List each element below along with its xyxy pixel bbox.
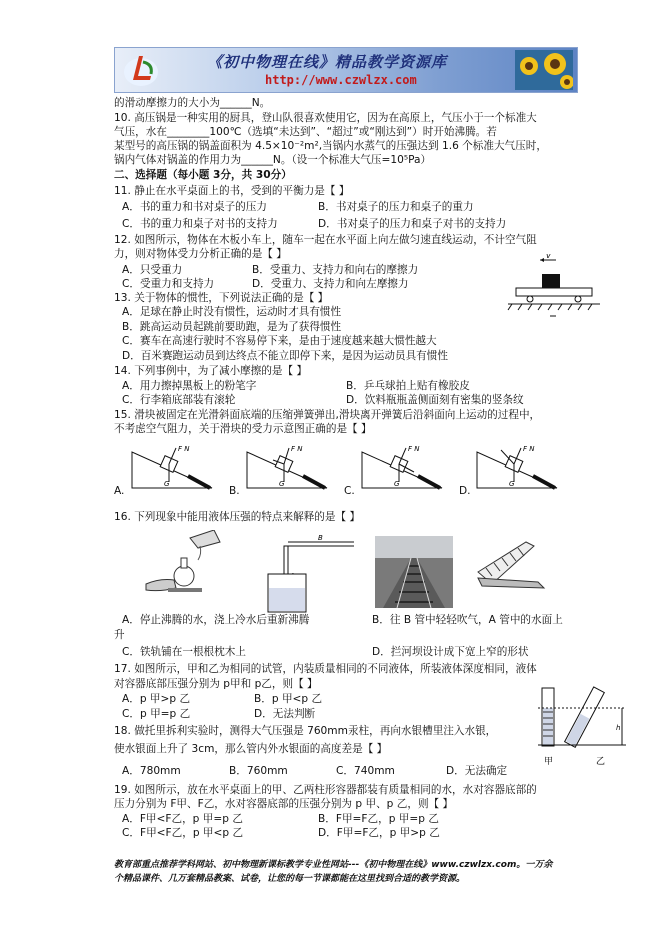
footer	[114, 858, 584, 886]
incline-b-diagram	[243, 442, 331, 492]
banner-title: 《初中物理在线》精品教学资源库	[207, 53, 448, 71]
q13-option-b: B．跳高运动员起跳前要助跑，是为了获得惯性	[122, 321, 342, 333]
force-g-label: G	[509, 480, 515, 488]
incline-c-diagram	[358, 442, 446, 492]
q19-option-a: A．F甲<F乙，p 甲=p 乙	[122, 813, 243, 825]
q15-stem-1: 15. 滑块被固定在光滑斜面底端的压缩弹簧弹出,滑块离开弹簧后沿斜面向上运动的过程中，	[114, 409, 541, 421]
tube-yi-label: 乙	[596, 757, 606, 767]
q15-option-b-label: B.	[229, 485, 240, 497]
q15-figures	[114, 438, 584, 500]
q16-option-c: C．铁轨铺在一根根枕木上	[122, 646, 246, 658]
q13-option-a: A．足球在静止时没有惯性，运动时才具有惯性	[122, 306, 342, 318]
q13-stem: 13. 关于物体的惯性，下列说法正确的是【 】	[114, 292, 329, 304]
incline-a-diagram	[128, 442, 216, 492]
q14-option-a: A．用力擦掉黑板上的粉笔字	[122, 380, 257, 392]
q16-option-b: B．往 B 管中轻轻吹气，A 管中的水面上	[372, 614, 563, 626]
q13-option-c: C．赛车在高速行驶时不容易停下来，是由于速度越来越大惯性越大	[122, 335, 437, 347]
header-banner	[114, 47, 578, 93]
q10-line1: 10. 高压锅是一种实用的厨具，登山队很喜欢使用它，因为在高原上，气压小于一个标准大	[114, 112, 537, 124]
q16-blow-tube-image	[262, 534, 358, 616]
q15-option-a-label: A.	[114, 485, 125, 497]
force-n-label: F N	[523, 445, 535, 453]
incline-d-diagram	[473, 442, 561, 492]
velocity-label: v	[546, 254, 551, 260]
tube-b-label: B	[318, 534, 323, 542]
q16-flask-pour-image	[140, 530, 232, 604]
q18-stem-2: 使水银面上升了 3cm，那么管内外水银面的高度差是【 】	[114, 743, 388, 755]
q12-stem-2: 力，则对物体受力分析正确的是【 】	[114, 248, 287, 260]
q11-option-a: A．书的重力和书对桌子的压力	[122, 201, 267, 213]
footer-line-1: 教育部重点推荐学科网站、初中物理新课标教学专业性网站---《初中物理在线》www.czwlzx.com。一万余	[114, 860, 553, 870]
q19-stem-2: 压力分别为 F甲、F乙，水对容器底部的压强分别为 p 甲、p 乙，则【 】	[114, 798, 454, 810]
q11-option-b: B．书对桌子的压力和桌子的重力	[318, 201, 474, 213]
q18-stem-1: 18. 做托里拆利实验时，测得大气压强是 760mm汞柱，再向水银槽里注入水银，	[114, 725, 497, 737]
q17-stem-1: 17. 如图所示，甲和乙为相同的试管，内装质量相同的不同液体，所装液体深度相同，液体	[114, 663, 537, 675]
q19-option-d: D．F甲=F乙，p 甲>p 乙	[318, 827, 440, 839]
q15-option-c-label: C.	[344, 485, 355, 497]
q10-line2: 气压，水在________100℃（选填“未达到”、“超过”或“刚达到”）时开始沸腾。若	[114, 126, 497, 138]
q12-option-d: D．受重力、支持力和向左摩擦力	[252, 278, 409, 290]
q11-option-d: D．书对桌子的压力和桌子对书的支持力	[318, 218, 507, 230]
q17-option-c: C．p 甲=p 乙	[122, 708, 191, 720]
q9-tail: 的滑动摩擦力的大小为______N。	[114, 97, 271, 109]
q12-option-b: B．受重力、支持力和向右的摩擦力	[252, 264, 419, 276]
q18-option-b: B．760mm	[229, 765, 288, 777]
q14-stem: 14. 下列事例中，为了减小摩擦的是【 】	[114, 365, 308, 377]
q16-stem: 16. 下列现象中能用液体压强的特点来解释的是【 】	[114, 511, 361, 523]
q16-option-d: D．拦河坝设计成下宽上窄的形状	[372, 646, 529, 658]
q18-option-d: D．无法确定	[446, 765, 508, 777]
q18-option-c: C．740mm	[336, 765, 395, 777]
q19-stem-1: 19. 如图所示，放在水平桌面上的甲、乙两柱形容器都装有质量相同的水，水对容器底部的	[114, 784, 537, 796]
q16-option-a: A．停止沸腾的水，浇上冷水后重新沸腾	[122, 614, 310, 626]
q10-line3: 某型号的高压锅的锅盖面积为 4.5×10⁻²m²,当锅内水蒸气的压强达到 1.6 个标准大气压时，	[114, 140, 547, 152]
force-g-label: G	[164, 480, 170, 488]
height-label: h	[616, 724, 621, 732]
banner-url[interactable]: http://www.czwlzx.com	[265, 73, 417, 87]
q19-option-b: B．F甲=F乙，p 甲=p 乙	[318, 813, 439, 825]
q15-option-d-label: D.	[459, 485, 471, 497]
q16-railway-photo	[375, 536, 453, 608]
q13-option-d: D．百米赛跑运动员到达终点不能立即停下来，是因为运动员具有惯性	[122, 350, 448, 362]
force-g-label: G	[394, 480, 400, 488]
q12-stem-1: 12. 如图所示，物体在木板小车上，随车一起在水平面上向左做匀速直线运动，不计空气阻	[114, 234, 537, 246]
q10-line4: 锅内气体对锅盖的作用力为______N。（设一个标准大气压=10⁵Pa）	[114, 154, 432, 166]
q17-option-d: D．无法判断	[254, 708, 316, 720]
q18-option-a: A．780mm	[122, 765, 181, 777]
q15-stem-2: 不考虑空气阻力，关于滑块的受力示意图正确的是【 】	[114, 423, 372, 435]
q14-option-c: C．行李箱底部装有滚轮	[122, 394, 236, 406]
q16-dam-image	[476, 532, 546, 590]
q17-stem-2: 对容器底部压强分别为 p甲和 p乙，则【 】	[114, 678, 318, 690]
force-n-label: F N	[408, 445, 420, 453]
footer-line-2: 个精品课件、几万套精品教案、试卷，让您的每一节课都能在这里找到合适的教学资源。	[114, 874, 466, 884]
q14-option-b: B．乒乓球拍上贴有橡胶皮	[346, 380, 470, 392]
q19-option-c: C．F甲<F乙，p 甲<p 乙	[122, 827, 244, 839]
q12-option-c: C．受重力和支持力	[122, 278, 215, 290]
section-title: 二、选择题（每小题 3分，共 30分）	[114, 169, 292, 181]
q12-cart-figure	[506, 254, 602, 320]
q17-test-tube-figure	[534, 684, 634, 768]
q11-option-c: C．书的重力和桌子对书的支持力	[122, 218, 278, 230]
site-logo-icon	[121, 50, 161, 90]
q17-option-a: A．p 甲>p 乙	[122, 693, 191, 705]
q11-stem: 11. 静止在水平桌面上的书，受到的平衡力是【 】	[114, 185, 350, 197]
force-n-label: F N	[291, 445, 303, 453]
force-g-label: G	[279, 480, 285, 488]
q12-option-a: A．只受重力	[122, 264, 183, 276]
q17-option-b: B．p 甲<p 乙	[254, 693, 323, 705]
tube-jia-label: 甲	[544, 757, 554, 767]
force-n-label: F N	[178, 445, 190, 453]
sunflower-icon	[515, 50, 573, 90]
q14-option-d: D．饮料瓶瓶盖侧面刻有密集的竖条纹	[346, 394, 524, 406]
q16-option-b-cont: 升	[114, 629, 125, 641]
